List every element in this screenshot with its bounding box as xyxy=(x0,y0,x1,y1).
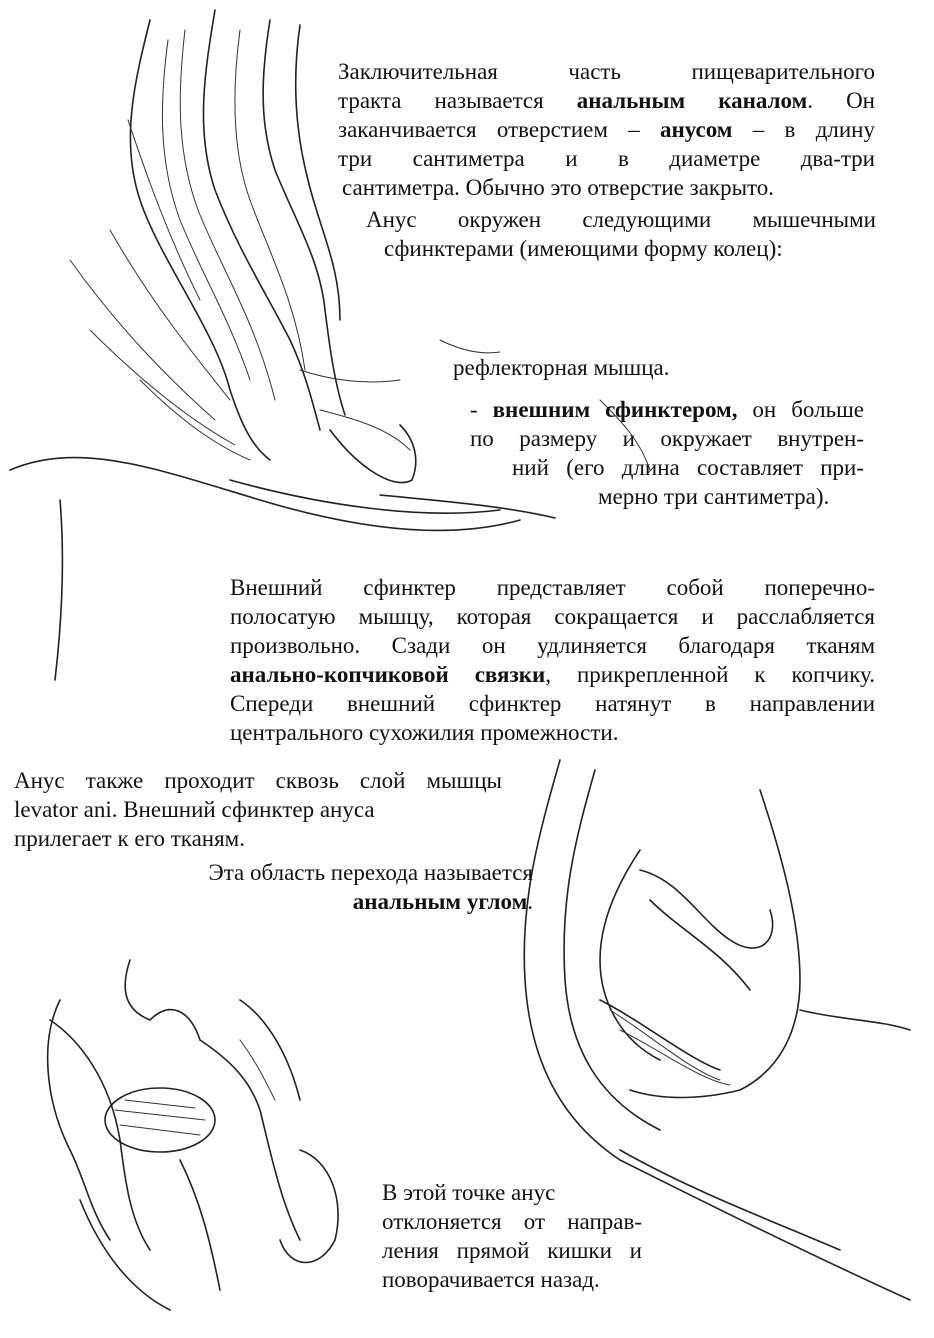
external-line-2: по размеру и окружает внутрен- xyxy=(470,426,864,451)
deflection-line-3: ления прямой кишки и xyxy=(382,1238,642,1263)
anal-canal-term: анальным каналом xyxy=(576,88,808,113)
external-sphincter-item xyxy=(470,395,864,511)
levator-line-1: Анус также проходит сквозь слой мышцы xyxy=(14,768,502,793)
levator-line-3: прилегает к его тканям. xyxy=(14,826,245,851)
desc-line-5: Спереди внешний сфинктер натянут в направлении xyxy=(230,691,875,716)
external-sphincter-term: внешним сфинктером, xyxy=(492,397,738,422)
anal-angle-paragraph xyxy=(183,858,533,916)
internal-sphincter-text: рефлекторная мышца. xyxy=(453,355,670,380)
anal-angle-term: анальным углом xyxy=(352,889,528,914)
intro-line-5: сантиметра. Обычно это отверстие закрыто. xyxy=(342,175,775,200)
deflection-line-4: поворачивается назад. xyxy=(382,1267,600,1292)
levator-paragraph xyxy=(14,766,502,853)
external-sphincter-description xyxy=(230,573,875,747)
angle-line-1: Эта область перехода называется xyxy=(208,860,533,885)
sphincters-intro xyxy=(366,205,876,263)
desc-line-2: полосатую мышцу, которая сокращается и расслабляется xyxy=(230,604,875,629)
deflection-line-2: отклоняется от направ- xyxy=(382,1209,642,1234)
external-line-1: - внешним сфинктером, он больше xyxy=(470,397,864,422)
levator-line-2: levator ani. Внешний сфинктер ануса xyxy=(14,797,375,822)
intro-paragraph xyxy=(338,57,875,202)
sphincters-line-1: Анус окружен следующими мышечными xyxy=(366,207,876,232)
sphincters-line-2: сфинктерами (имеющими форму колец): xyxy=(384,236,783,261)
intro-line-1: Заключительная часть пищеварительного xyxy=(338,59,875,84)
anococcygeal-ligament-term: анально-копчиковой связки xyxy=(230,662,546,687)
intro-line-2: тракта называется анальным каналом. Он xyxy=(338,88,875,113)
internal-sphincter-tail xyxy=(453,353,713,382)
desc-line-4: анально-копчиковой связки, прикрепленной к копчику. xyxy=(230,662,875,687)
deflection-paragraph xyxy=(382,1178,642,1294)
desc-line-1: Внешний сфинктер представляет собой поперечно- xyxy=(230,575,875,600)
anus-term: анусом xyxy=(659,117,733,142)
external-line-4: мерно три сантиметра). xyxy=(598,484,830,509)
deflection-line-1: В этой точке анус xyxy=(382,1180,556,1205)
intro-line-4: три сантиметра и в диаметре два-три xyxy=(338,146,875,171)
angle-line-2: анальным углом. xyxy=(352,889,533,914)
external-line-3: ний (его длина составляет при- xyxy=(512,455,864,480)
intro-line-3: заканчивается отверстием – анусом – в длину xyxy=(338,117,875,142)
desc-line-3: произвольно. Сзади он удлиняется благодаря тканям xyxy=(230,633,875,658)
desc-line-6: центрального сухожилия промежности. xyxy=(230,720,619,745)
